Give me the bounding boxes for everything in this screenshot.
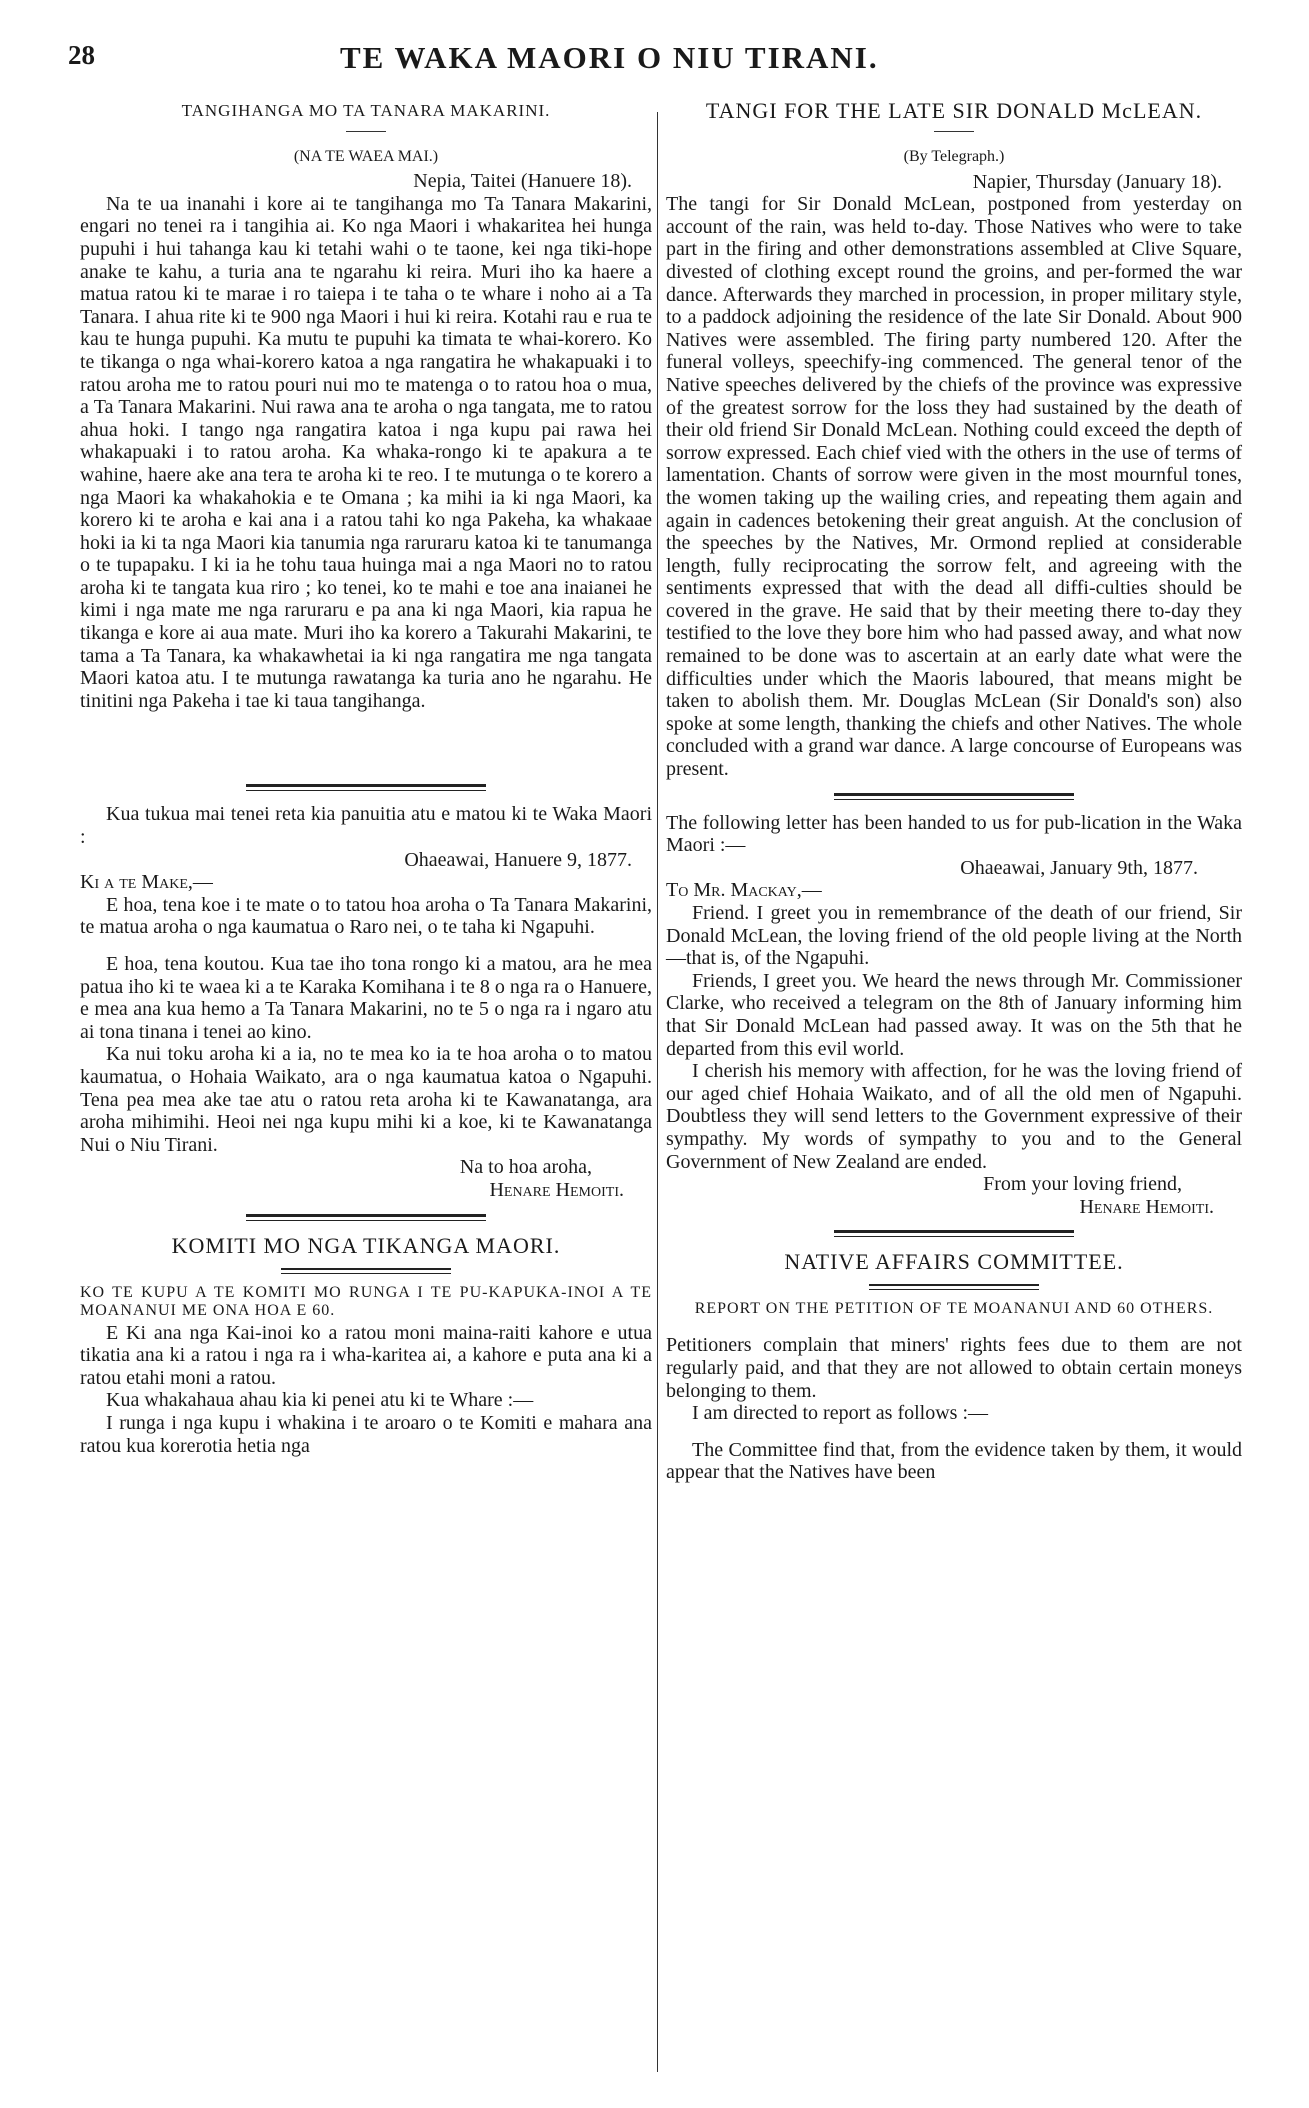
letter-closing-english: From your loving friend,: [983, 1173, 1182, 1196]
tangi-dateline-maori: Nepia, Taitei (Hanuere 18).: [413, 170, 632, 193]
double-rule-short: [281, 1268, 451, 1274]
tangi-source-maori: (NA TE WAEA MAI.): [293, 147, 439, 165]
komiti-subtitle: KO TE KUPU A TE KOMITI MO RUNGA I TE PU-KAPUKA-INOI A TE MOANANUI ME ONA HOA E 60.: [80, 1283, 652, 1319]
letter-p1-maori: E hoa, tena koe i te mate o to tatou hoa aroha o Ta Tanara Makarini, te matua aroha o nga kaumatua o Raro nei, o te taha ki Ngapuhi.: [80, 893, 652, 939]
tangi-title-maori: TANGIHANGA MO TA TANARA MAKARINI.: [181, 101, 551, 120]
double-rule-short: [869, 1284, 1039, 1290]
committee-p1: Petitioners complain that miners' rights fees due to them are not regularly paid, and that they are not allowed to obtain certain moneys belonging to them.: [666, 1334, 1242, 1402]
letter-dateline-english: Ohaeawai, January 9th, 1877.: [960, 856, 1198, 879]
short-rule: [346, 131, 386, 132]
right-column: [666, 96, 1242, 1484]
double-rule: [246, 1214, 486, 1221]
masthead-title: TE WAKA MAORI O NIU TIRANI.: [340, 40, 879, 75]
page-number: 28: [68, 40, 95, 70]
letter-salutation-english: To Mr. Mackay,—: [666, 879, 822, 902]
letter-dateline-maori: Ohaeawai, Hanuere 9, 1877.: [404, 848, 632, 871]
double-rule: [246, 784, 486, 791]
letter-signature-english: Henare Hemoiti.: [1079, 1195, 1214, 1218]
komiti-p1: E Ki ana nga Kai-inoi ko a ratou moni maina-raiti kahore e utua tikatia ana ki a ratou i nga ra i wha-karitea ai, a kahore e puta ana ki a ratou etahi moni a ratou.: [80, 1321, 652, 1389]
letter-p3-english: I cherish his memory with affection, for he was the loving friend of our aged chief Hohaia Waikato, and of all the old men of Ngapuhi. Doubtless they will send letters to the Government expressive of their sympathy. My words of sympathy to you and to the General Government of New Zealand are ended.: [666, 1060, 1242, 1173]
column-divider: [657, 112, 658, 2072]
double-rule: [834, 1230, 1074, 1237]
komiti-title: KOMITI MO NGA TIKANGA MAORI.: [171, 1232, 561, 1258]
letter-p2-maori: E hoa, tena koutou. Kua tae iho tona rongo ki a matou, ara he mea patua iho ki te waea ki a te Karaka Komihana i te 8 o nga ra o Hanuere, e mea ana kua hemo a Ta Tanara Makarini, no te 5 o nga ra i ngaro atu ai tona tinana i tenei ao kino.: [80, 953, 652, 1043]
committee-subtitle: REPORT ON THE PETITION OF TE MOANANUI AND 60 OTHERS.: [694, 1300, 1214, 1318]
tangi-body-english: The tangi for Sir Donald McLean, postponed from yesterday on account of the rain, was held to-day. Those Natives who were to take part in the firing and other demonstrations assembled at Clive Square, divested of clothing except round the groins, and per-formed the war dance. Afterwards they marched in procession, in proper military style, to a paddock adjoining the residence of the late Sir Donald. About 900 Natives were assembled. The firing party numbered 120. After the funeral volleys, speechify-ing commenced. The general tenor of the Native speeches delivered by the chiefs of the province was expressive of the greatest sorrow for the loss they had sustained by the death of their old friend Sir Donald McLean. Nothing could exceed the depth of sorrow expressed. Each chief vied with the others in the use of terms of lamentation. Chants of sorrow were given in the most mournful tones, the women taking up the wailing cries, and repeating them again and again in cadences betokening their great anguish. At the conclusion of the speeches by the Natives, Mr. Ormond replied at considerable length, fully reciprocating the sorrow felt, and agreeing with the sentiments expressed that with the dead all diffi-culties should be covered in the grave. He said that by their meeting there to-day they testified to the love they bore him who had passed away, and what now remained to be done was to ascertain at an early date what were the difficulties under which the Maoris laboured, that means might be taken to abolish them. Mr. Douglas McLean (Sir Donald's son) also spoke at some length, thanking the chiefs and other Natives. The whole concluded with a grand war dance. A large concourse of Europeans was present.: [666, 193, 1242, 781]
committee-title: NATIVE AFFAIRS COMMITTEE.: [784, 1249, 1124, 1275]
letter-signature-maori: Henare Hemoiti.: [489, 1178, 624, 1201]
komiti-p3: I runga i nga kupu i whakina i te aroaro o te Komiti e mahara ana ratou kua korerotia hetia nga: [80, 1411, 652, 1457]
letter-salutation-maori: Ki a te Make,—: [80, 871, 213, 894]
tangi-body-maori: Na te ua inanahi i kore ai te tangihanga mo Ta Tanara Makarini, engari no tenei ra i tangihia ai. Ko nga Maori i whakaritea hei hunga pupuhi i hui tahanga kau ki tetahi wahi o te taone, kei nga tiki-hope anake te kahu, a turia ana te ngarahu ki reira. Muri iho ka haere a matua ratou ki te marae i ro taiepa i te taha o te whare i noho ai a Ta Tanara. I ahua rite ki te 900 nga Maori i hui ki reira. Kotahi rau e rua te kau te hunga pupuhi. Ka mutu te pupuhi ka timata te whai-korero. Ko te tikanga o nga whai-korero katoa a nga rangatira he whakapuaki i to ratou aroha me to ratou pouri nui mo te matenga o to ratou hoa o mua, a Ta Tanara Makarini. Nui rawa ana te aroha o nga tangata, me to ratou ahua hoki. I tango nga rangatira katoa i nga kupu pai rawa hei whakapuaki i to ratou aroha. Ka whaka-rongo ki te apakura a te wahine, haere ake ana tera te aroha ki te reo. I te mutunga o te korero a nga Maori ka whakahokia e te Omana ; ka mihi ia ki nga Maori, ka korero ki te aroha e kai ana i a ratou tahi ko nga Pakeha, ka whakaae hoki ia ki ta nga Maori kia tanumia nga raruraru katoa ki te tanumanga o te tupapaku. I ki ia he tohu taua huinga mai a nga Maori no to ratou aroha ki te tangata kua riro ; ko tenei, ko te mahi e toe ana inaianei he kimi i nga mate me nga raruraru e pa ana ki nga Maori, kia rapua he tikanga e kore ai aua mate. Muri iho ka korero a Takurahi Makarini, te tama a Ta Tanara, ka whakawhetai ia ki nga rangatira me nga tangata Maori katoa atu. I te mutunga rawatanga ka turia ano he ngarahu. He tinitini nga Pakeha i tae ki taua tangihanga.: [80, 192, 652, 712]
short-rule: [934, 131, 974, 132]
letter-p3-maori: Ka nui toku aroha ki a ia, no te mea ko ia te hoa aroha o to matou kaumatua, o Hohaia Waikato, ara o nga kaumatua katoa o Ngapuhi. Tena pea mea ake tae atu o ratou reta aroha ki te Kawanatanga, ara aroha mihimihi. Heoi nei nga kupu mihi ki a koe, ki te Kawanatanga Nui o Niu Tirani.: [80, 1043, 652, 1156]
letter-p2-english: Friends, I greet you. We heard the news through Mr. Commissioner Clarke, who received a telegram on the 8th of January informing him that Sir Donald McLean had passed away. It was on the 5th that he departed from this evil world.: [666, 969, 1242, 1060]
committee-p3: The Committee find that, from the evidence taken by them, it would appear that the Natives have been: [666, 1438, 1242, 1484]
left-column: [80, 96, 652, 1457]
letter-intro-english: The following letter has been handed to us for pub-lication in the Waka Maori :—: [666, 811, 1242, 857]
komiti-p2: Kua whakahaua ahau kia ki penei atu ki te Whare :—: [106, 1389, 534, 1412]
letter-closing-maori: Na to hoa aroha,: [459, 1156, 592, 1179]
tangi-title-english: TANGI FOR THE LATE SIR DONALD McLEAN.: [705, 98, 1203, 123]
tangi-source-english: (By Telegraph.): [903, 148, 1005, 165]
tangi-dateline-english: Napier, Thursday (January 18).: [972, 170, 1222, 193]
letter-intro-maori: Kua tukua mai tenei reta kia panuitia atu e matou ki te Waka Maori :: [80, 803, 652, 849]
double-rule: [834, 793, 1074, 800]
committee-p2: I am directed to report as follows :—: [692, 1402, 989, 1425]
letter-p1-english: Friend. I greet you in remembrance of the death of our friend, Sir Donald McLean, the loving friend of the old people living at the North—that is, of the Ngapuhi.: [666, 902, 1242, 970]
